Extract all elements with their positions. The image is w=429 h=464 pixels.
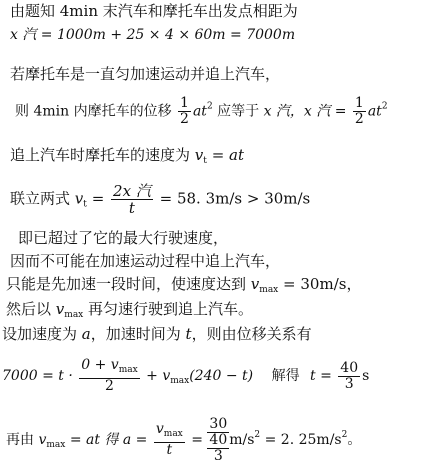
exponent: 2 [254, 430, 261, 440]
line-6-text: 联立两式 [10, 189, 71, 208]
line-11-text: 设加速度为 [2, 325, 78, 343]
subscript: max [170, 376, 190, 386]
plus-v: + v [146, 368, 171, 384]
formula-rhs: = at 得 [69, 432, 119, 448]
fraction-denominator: t [128, 199, 135, 217]
fraction-numerator: 1 [180, 95, 189, 111]
line-4-text: 则 4min 内摩托车的位移 [15, 103, 172, 120]
equals-text: 应等于 [217, 103, 260, 120]
line-9-text: 只能是先加速一段时间，使速度达到 [6, 275, 247, 293]
fraction-numerator: 2x 汽 [113, 182, 151, 200]
line-3 [10, 65, 280, 83]
line-6 [10, 183, 310, 216]
exponent: 2 [341, 430, 348, 440]
line-10-tail: 再匀速行驶到追上汽车。 [88, 300, 254, 318]
fraction-numerator: 40 [340, 359, 359, 376]
line-3-text: 若摩托车是一直匀加速运动并追上汽车， [10, 65, 281, 83]
fraction-half-2 [353, 96, 366, 127]
unit: m/s [229, 432, 255, 448]
fraction-denominator: 2 [180, 111, 189, 127]
subscript: max [163, 429, 183, 439]
unit: s [362, 368, 370, 384]
line-7-text: 即已超过了它的最大行驶速度， [18, 229, 229, 247]
fraction-average-speed [79, 358, 139, 394]
subscript: max [46, 440, 66, 450]
v-symbol: v [38, 432, 47, 448]
line-8 [10, 252, 280, 270]
line-5-text: 追上汽车时摩托车的速度为 [10, 146, 191, 164]
v-symbol: v [250, 275, 260, 293]
compound-numerator: 30 [209, 416, 228, 432]
compound-fraction [207, 416, 229, 464]
fraction-half [178, 96, 191, 127]
v-symbol: v [194, 146, 204, 164]
line-4 [15, 96, 388, 127]
solve-text: 解得 [271, 368, 300, 384]
x-car-term: x 汽，x 汽 = [263, 103, 347, 120]
subscript: max [259, 285, 279, 295]
fraction-numerator [154, 422, 185, 443]
exponent: 2 [206, 101, 213, 112]
fraction-40-3 [338, 361, 360, 392]
line-11-tail: ，则由位移关系有 [191, 325, 312, 343]
line-13-text: 再由 [6, 432, 34, 448]
v-symbol: v [55, 300, 65, 318]
fraction-denominator: 2 [105, 378, 114, 394]
at-term: at [192, 103, 207, 120]
value: = 30m/s， [283, 275, 362, 293]
line-13 [6, 416, 361, 464]
result: = 2. 25m/s [264, 432, 342, 448]
equals: = [191, 432, 203, 448]
subscript: t [83, 199, 87, 210]
a-equals: a = [122, 432, 148, 448]
line-11 [2, 325, 312, 343]
fraction-denominator: 3 [213, 448, 223, 464]
a-symbol: a [81, 325, 91, 343]
fraction-40-3-inner [207, 433, 229, 464]
fraction-denominator: 3 [344, 375, 354, 392]
line-10-text: 然后以 [6, 300, 52, 318]
line-11-mid: ，加速时间为 [90, 325, 181, 343]
line-10 [6, 300, 253, 324]
line-5 [10, 146, 244, 170]
numerator-text: v [155, 421, 164, 437]
fraction-denominator: 2 [354, 111, 364, 127]
subscript: max [64, 310, 84, 320]
subscript: max [118, 365, 138, 375]
time-term: (240 − t) [189, 368, 254, 384]
line-1-text: 由题知 4min 末汽车和摩托车出发点相距为 [10, 2, 298, 20]
fraction-denominator: t [166, 442, 173, 458]
subscript: t [203, 156, 207, 166]
t-symbol: t [185, 325, 192, 343]
line-7 [18, 229, 228, 247]
line-8-text: 因而不可能在加速运动过程中追上汽车， [10, 252, 281, 270]
line-12 [2, 358, 369, 394]
exponent: 2 [381, 101, 388, 112]
equals: = [91, 189, 105, 208]
fraction-2x-over-t [111, 183, 153, 216]
line-2 [10, 26, 295, 44]
fraction-numerator [79, 358, 139, 379]
line-1 [10, 2, 298, 20]
fraction-vmax-over-t [154, 422, 185, 458]
result: = 58. 3m/s > 30m/s [159, 189, 311, 208]
fraction-numerator: 40 [209, 432, 228, 448]
line-9 [6, 275, 361, 299]
period: 。 [347, 432, 362, 448]
t-equals: t = [310, 368, 332, 384]
fraction-numerator: 1 [354, 95, 364, 111]
at-term: at [367, 103, 382, 120]
v-symbol: v [74, 189, 84, 208]
equation-lhs: 7000 = t · [2, 368, 73, 384]
numerator-text: 0 + v [81, 357, 119, 373]
line-2-formula: x 汽 = 1000m + 25 × 4 × 60m = 7000m [10, 27, 296, 43]
formula-rhs: = at [211, 146, 244, 164]
